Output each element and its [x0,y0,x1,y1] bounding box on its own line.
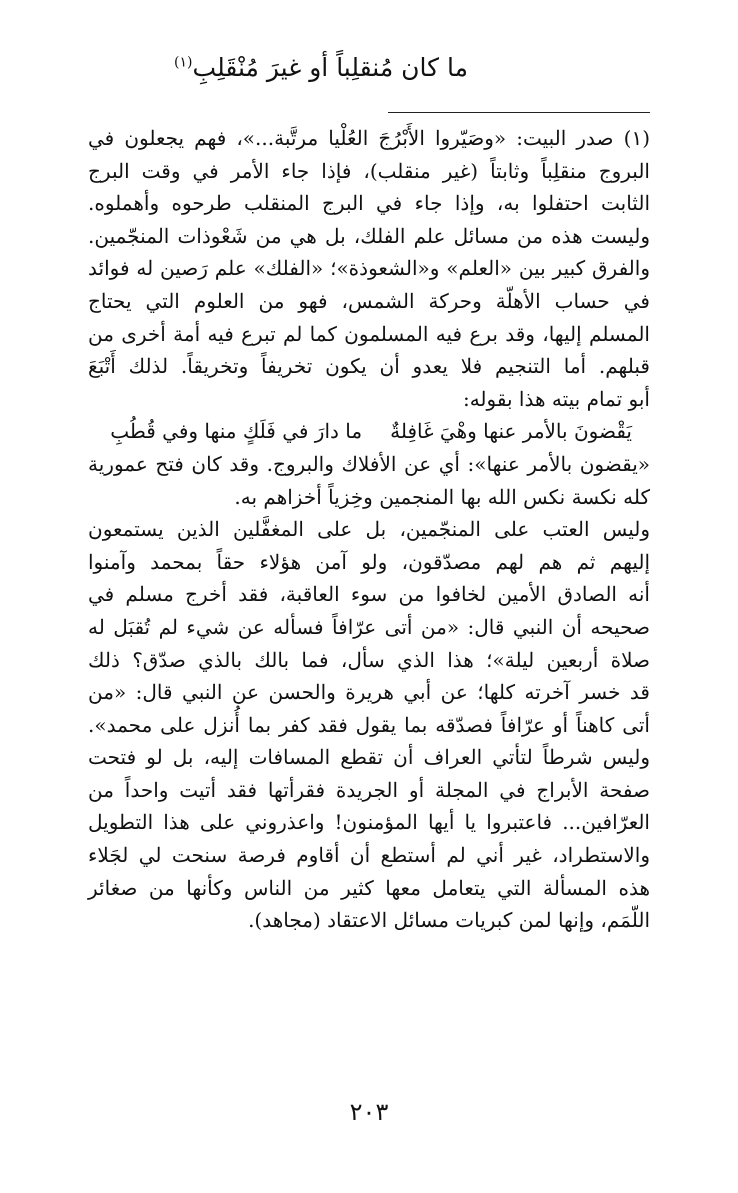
footnote-divider [388,112,650,113]
footnote-paragraph-one [88,122,650,415]
footnote-line: وليس العتب على المنجّمين، بل على المغفَّلين الذين يستمعون [88,517,650,542]
footnote-line: العرّافين... فاعتبروا يا أيها المؤمنون! واعذروني على هذا التطويل [88,810,650,835]
footnote-line: كله نكسة نكس الله بها المنجمين وخِزياً أخزاهم به. [234,484,650,509]
footnote-line: في حساب الأهلّة وحركة الشمس، فهو من العلوم التي يحتاج [88,288,650,313]
footnote-line: وليست هذه من مسائل علم الفلك، بل هي من شَعْوذات المنجّمين. [88,223,650,248]
footnote-line: هذه المسألة التي يتعامل معها كثير من الناس وكأنها من صغائر [88,875,651,900]
footnote-line: والاستطراد، غير أني لم أستطع أن أقاوم فرصة سنحت لي لجَلاء [88,843,651,868]
footnote-line: قبلهم. أما التنجيم فلا يعدو أن يكون تخريفاً وتخريقاً. لذلك أَتْبَعَ [88,354,650,379]
footnote-line: «يقضون بالأمر عنها»: أي عن الأفلاك والبروج. وقد كان فتح عمورية [88,451,651,476]
footnote-line: الثابت احتفلوا به، وإذا جاء في البرج المنقلب طرحوه وأهملوه. [88,191,650,216]
footnote-line: أبو تمام بيته هذا بقوله: [462,386,650,411]
footnote-line: (١) صدر البيت: «وصَيّروا الأَبْرُجَ العُلْيا مرتَّبة...»، فهم يجعلون في [88,126,650,150]
footnote-line: والفرق كبير بين «العلم» و«الشعوذة»؛ «الفلك» علم رَصين له فوائد [88,256,650,281]
page-number: ٢٠٣ [349,1098,389,1126]
footnote-line: المسلم إليها، وقد برع فيه المسلمون كما لم تبرع فيه أمة أخرى من [88,321,650,346]
verse-hemistich [168,48,468,88]
footnote-line: صلاة أربعين ليلة»؛ هذا الذي سأل، فما بالك بالذي صدّق؟ ذلك [88,647,650,672]
verse-text: ما كان مُنقلِباً أو غيرَ مُنْقَلِبِ [192,53,468,82]
footnote-line: قد خسر آخرته كلها؛ عن أبي هريرة والحسن عن النبي قال: «من [88,680,650,705]
verse-second-hemistich: ما دارَ في فَلَكٍ منها وفي قُطُبِ [110,419,363,444]
footnote-line: البروج منقلِباً وثابتاً (غير منقلب)، فإذا جاء الأمر في وقت البرج [88,158,650,183]
footnote-line: أنه الصادق الأمين لخافوا من سوء العاقبة، فقد أخرج مسلم في [88,582,650,607]
verse-first-hemistich: يَقْضونَ بالأمر عنها وهْيَ غَافِلةٌ [390,419,632,444]
footnote-line: صحيحه أن النبي قال: «من أتى عرّافاً فسأله عن شيء لم تُقبَل له [88,614,650,639]
footnote-paragraph-two [88,513,650,937]
footnote-line: صفحة الأبراج في المجلة أو الجريدة فقرأتها فقد أتيت واحداً من [88,777,650,802]
quoted-verse [88,415,650,448]
footnote-line: وليس شرطاً لتأتي العراف أن تقطع المسافات إليه، بل لو فتحت [88,745,650,770]
footnote-line: اللّمَم، وإنها لمن كبريات مسائل الاعتقاد (مجاهد). [248,908,650,933]
footnote-line: أتى كاهناً أو عرّافاً فصدّقه بما يقول فقد كفر بما أُنزل على محمد». [88,712,650,737]
footnote-verse-explanation [88,448,650,513]
footnote-marker: (١) [174,54,193,71]
footnote-block [88,122,650,937]
footnote-line: إليهم ثم هم لهم مصدّقون، ولو آمن هؤلاء حقاً بمحمد وآمنوا [88,549,650,574]
verse-line [88,415,650,448]
